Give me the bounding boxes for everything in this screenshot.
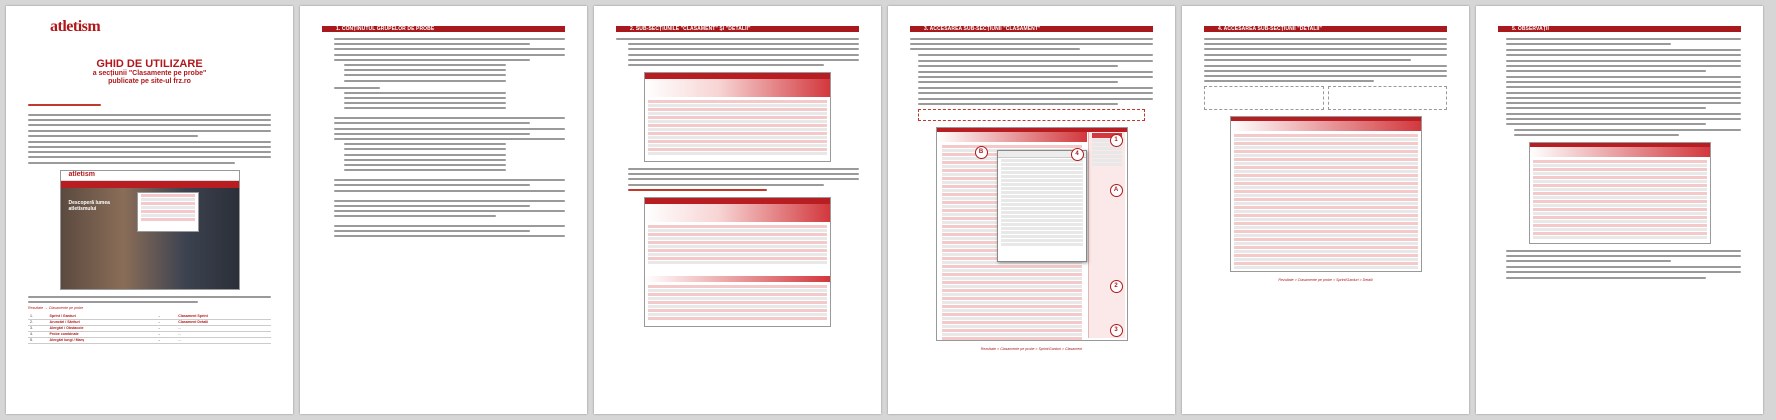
section-body-2 <box>628 168 859 191</box>
nav-path-target: Clasamente pe probe <box>48 305 84 310</box>
screenshot-hero-text: Descoperă lumea atletismului <box>68 199 110 212</box>
badge-2: 2 <box>1110 280 1123 293</box>
screenshot-logo: atletism <box>68 170 95 178</box>
details-screenshot <box>644 197 831 327</box>
page-subtitle-2: publicate pe site-ul frz.ro <box>108 78 191 85</box>
table-row: 2. Aruncări / Sărituri → Clasament Detalii <box>28 319 271 325</box>
observations-screenshot <box>1529 142 1711 244</box>
badge-a: A <box>1110 184 1123 197</box>
note-boxes <box>1204 86 1447 110</box>
table-row: 3. Alergări / Obstacole → ... <box>28 325 271 331</box>
section-body <box>334 38 565 237</box>
table-row: 4. Probe combinate → ... <box>28 331 271 337</box>
probe-groups-table <box>28 314 271 344</box>
document-page-6 <box>1476 6 1763 414</box>
table-row: 1. Sprint / Garduri → Clasament Sprint <box>28 314 271 320</box>
document-page-5 <box>1182 6 1469 414</box>
section-header: 1. CONȚINUTUL GRUPELOR DE PROBE <box>322 26 565 32</box>
section-header: 2. SUB-SECȚIUNILE "CLASAMENT" ȘI "DETALII" <box>616 26 859 32</box>
note-box <box>918 109 1145 121</box>
ranking-filter-screenshot <box>936 127 1128 341</box>
section-intro <box>616 38 859 40</box>
section-header: 4. ACCESAREA SUB-SECȚIUNII "DETALII" <box>1204 26 1447 32</box>
document-page-4 <box>888 6 1175 414</box>
observations-list <box>1506 38 1741 136</box>
badge-1: 1 <box>1110 134 1123 147</box>
badge-4: 4 <box>1071 148 1084 161</box>
document-page-2 <box>300 6 587 414</box>
logo-text: atletism <box>50 18 101 35</box>
intro-paragraph <box>28 96 271 164</box>
section-body <box>628 43 859 66</box>
badge-3: 3 <box>1110 324 1123 337</box>
note-box-left <box>1204 86 1324 110</box>
ranking-screenshot <box>644 72 831 162</box>
figure-caption: Rezultate > Clasamente pe probe > Sprint/Garduri > Clasament <box>980 346 1083 351</box>
site-screenshot <box>60 170 240 290</box>
badge-b: B <box>975 146 988 159</box>
figure-caption: Rezultate > Clasamente pe probe > Sprint/Garduri > Detalii <box>1278 278 1373 283</box>
note-box-right <box>1328 86 1448 110</box>
details-filter-screenshot <box>1230 116 1422 272</box>
intro-paragraph-2 <box>28 296 271 303</box>
page-title: GHID DE UTILIZARE <box>96 58 203 70</box>
nav-path: Rezultate → Clasamente pe probe <box>28 305 84 310</box>
section-header: 3. ACCESAREA SUB-SECȚIUNII "CLASAMENT" <box>910 26 1153 32</box>
section-body <box>1204 38 1447 82</box>
document-page-3 <box>594 6 881 414</box>
logo <box>50 18 100 36</box>
table-row: 5. Alergări lungi / Marș → ... <box>28 337 271 343</box>
observations-list-2 <box>1506 250 1741 279</box>
page-subtitle: a secțiunii "Clasamente pe probe" <box>92 70 207 77</box>
document-page-1 <box>6 6 293 414</box>
section-header: 5. OBSERVAȚII <box>1498 26 1741 32</box>
nav-path-root: Rezultate <box>28 305 44 310</box>
section-body <box>910 38 1153 50</box>
